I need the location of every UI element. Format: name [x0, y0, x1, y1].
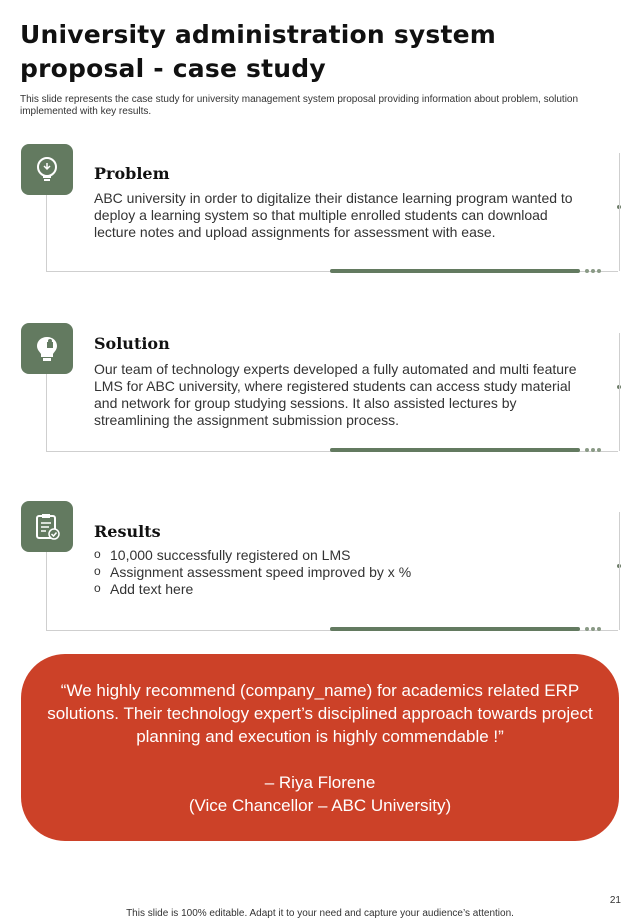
results-item: o 10,000 successfully registered on LMS [94, 547, 589, 564]
solution-dots [585, 448, 601, 452]
solution-divider-bar [330, 448, 580, 452]
problem-text: ABC university in order to digitalize their distance learning program wanted to deploy a learning system so that multiple enrolled students can download lecture notes and upload assignments for assessment with ease. [94, 190, 573, 240]
results-list [94, 547, 589, 598]
problem-heading: Problem [94, 164, 170, 183]
solution-text: Our team of technology experts developed a fully automated and multi feature LMS for ABC university, where registered students can access study material and network for group studying sessions. It also assisted lectures by streamlining the assignment submission process. [94, 361, 577, 428]
results-divider-bar [330, 627, 580, 631]
solution-icon-box [21, 323, 73, 374]
testimonial-author: – Riya Florene [264, 773, 376, 792]
testimonial-role: (Vice Chancellor – ABC University) [188, 796, 452, 815]
lightbulb-icon [34, 155, 60, 185]
solution-heading: Solution [94, 334, 170, 353]
testimonial-quote: “We highly recommend (company_name) for academics related ERP solutions. Their technology expert’s disciplined approach towards project planning and execution is highly commendable !” [47, 681, 593, 746]
results-heading: Results [94, 522, 161, 541]
puzzle-bulb-icon [33, 334, 61, 364]
problem-divider-bar [330, 269, 580, 273]
page-title: University administration system proposal - case study [20, 20, 497, 83]
page-number: 21 [609, 895, 621, 906]
results-dots [585, 627, 601, 631]
results-icon-box [21, 501, 73, 552]
problem-dots [585, 269, 601, 273]
testimonial-box [21, 654, 619, 841]
problem-icon-box [21, 144, 73, 195]
results-item: o Assignment assessment speed improved by x % [94, 564, 589, 581]
clipboard-check-icon [33, 512, 61, 542]
footer-note: This slide is 100% editable. Adapt it to your need and capture your audience’s attention. [126, 908, 514, 919]
page-subtitle: This slide represents the case study for university management system proposal providing information about problem, solution implemented with key results. [20, 94, 579, 117]
results-item: o Add text here [94, 581, 589, 598]
